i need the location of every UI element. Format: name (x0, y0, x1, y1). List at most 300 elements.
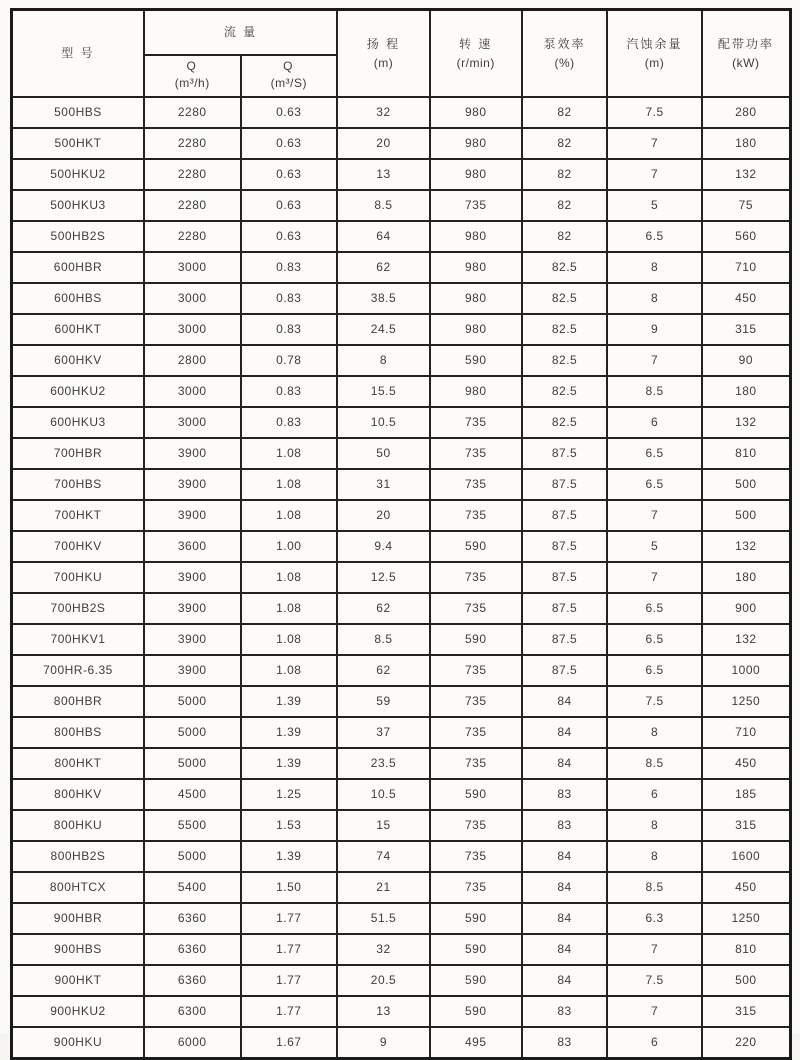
col-header-head-label: 扬 程 (366, 37, 401, 52)
flow-m3s-cell: 1.39 (241, 841, 338, 872)
speed-cell: 495 (430, 1027, 522, 1059)
npsh-cell: 7 (607, 159, 701, 190)
efficiency-cell: 83 (522, 810, 608, 841)
power-cell: 132 (702, 159, 791, 190)
npsh-cell: 8 (607, 252, 701, 283)
model-cell: 700HKV (12, 531, 144, 562)
pump-spec-table (10, 8, 792, 1060)
col-header-efficiency (522, 10, 608, 97)
model-cell: 900HBR (12, 903, 144, 934)
npsh-cell: 8 (607, 283, 701, 314)
npsh-cell: 7.5 (607, 97, 701, 128)
flow-m3s-cell: 1.08 (241, 624, 338, 655)
efficiency-cell: 87.5 (522, 624, 608, 655)
npsh-cell: 6.5 (607, 593, 701, 624)
speed-cell: 735 (430, 748, 522, 779)
head-cell: 24.5 (337, 314, 430, 345)
table-row (12, 686, 791, 717)
speed-cell: 735 (430, 469, 522, 500)
efficiency-cell: 83 (522, 996, 608, 1027)
efficiency-cell: 84 (522, 748, 608, 779)
efficiency-cell: 84 (522, 872, 608, 903)
head-cell: 62 (337, 655, 430, 686)
speed-cell: 735 (430, 655, 522, 686)
head-cell: 59 (337, 686, 430, 717)
table-row (12, 190, 791, 221)
flow-m3h-cell: 5500 (144, 810, 241, 841)
power-cell: 132 (702, 624, 791, 655)
col-header-speed-label: 转 速 (459, 37, 493, 52)
flow-m3h-cell: 3900 (144, 469, 241, 500)
flow-m3h-cell: 5000 (144, 686, 241, 717)
table-row (12, 469, 791, 500)
npsh-cell: 7 (607, 345, 701, 376)
npsh-cell: 7.5 (607, 686, 701, 717)
flow-m3h-cell: 3900 (144, 438, 241, 469)
table-row (12, 1027, 791, 1059)
npsh-cell: 7 (607, 934, 701, 965)
speed-cell: 735 (430, 407, 522, 438)
flow-m3h-cell: 2280 (144, 159, 241, 190)
table-row (12, 500, 791, 531)
table-row (12, 624, 791, 655)
table-row (12, 128, 791, 159)
col-header-flow-group (144, 10, 337, 55)
power-cell: 220 (702, 1027, 791, 1059)
flow-m3s-cell: 0.63 (241, 128, 338, 159)
flow-m3s-cell: 1.39 (241, 748, 338, 779)
head-cell: 12.5 (337, 562, 430, 593)
speed-cell: 980 (430, 97, 522, 128)
power-cell: 185 (702, 779, 791, 810)
flow-m3s-cell: 1.08 (241, 500, 338, 531)
power-cell: 315 (702, 996, 791, 1027)
head-cell: 10.5 (337, 779, 430, 810)
head-cell: 13 (337, 159, 430, 190)
power-cell: 180 (702, 376, 791, 407)
flow-m3s-cell: 0.83 (241, 314, 338, 345)
efficiency-cell: 82 (522, 190, 608, 221)
power-cell: 132 (702, 531, 791, 562)
power-cell: 180 (702, 562, 791, 593)
table-row (12, 438, 791, 469)
speed-cell: 590 (430, 934, 522, 965)
power-cell: 75 (702, 190, 791, 221)
table-header (12, 10, 791, 97)
flow-m3h-cell: 6360 (144, 903, 241, 934)
npsh-cell: 8.5 (607, 748, 701, 779)
speed-cell: 590 (430, 996, 522, 1027)
col-header-head-unit: (m) (373, 56, 394, 71)
flow-m3s-cell: 0.63 (241, 97, 338, 128)
speed-cell: 590 (430, 624, 522, 655)
head-cell: 74 (337, 841, 430, 872)
table-row (12, 376, 791, 407)
speed-cell: 735 (430, 841, 522, 872)
speed-cell: 590 (430, 345, 522, 376)
npsh-cell: 6.5 (607, 438, 701, 469)
flow-m3s-cell: 1.39 (241, 717, 338, 748)
flow-m3h-cell: 6360 (144, 965, 241, 996)
flow-m3s-cell: 1.08 (241, 562, 338, 593)
npsh-cell: 7 (607, 996, 701, 1027)
power-cell: 90 (702, 345, 791, 376)
npsh-cell: 8.5 (607, 376, 701, 407)
head-cell: 64 (337, 221, 430, 252)
table-row (12, 562, 791, 593)
npsh-cell: 8 (607, 717, 701, 748)
table-row (12, 841, 791, 872)
model-cell: 800HKU (12, 810, 144, 841)
col-header-speed (430, 10, 522, 97)
head-cell: 9 (337, 1027, 430, 1059)
npsh-cell: 6 (607, 1027, 701, 1059)
efficiency-cell: 83 (522, 1027, 608, 1059)
efficiency-cell: 82 (522, 159, 608, 190)
model-cell: 600HKV (12, 345, 144, 376)
flow-m3s-cell: 0.78 (241, 345, 338, 376)
efficiency-cell: 84 (522, 903, 608, 934)
subcol-header-flow-m3h (144, 55, 241, 97)
flow-m3h-cell: 5000 (144, 748, 241, 779)
head-cell: 31 (337, 469, 430, 500)
flow-m3h-cell: 3900 (144, 593, 241, 624)
model-cell: 800HBR (12, 686, 144, 717)
table-row (12, 314, 791, 345)
flow-m3h-cell: 6300 (144, 996, 241, 1027)
npsh-cell: 9 (607, 314, 701, 345)
model-cell: 700HB2S (12, 593, 144, 624)
table-row (12, 283, 791, 314)
power-cell: 132 (702, 407, 791, 438)
efficiency-cell: 84 (522, 686, 608, 717)
power-cell: 1000 (702, 655, 791, 686)
flow-m3h-cell: 3900 (144, 562, 241, 593)
efficiency-cell: 84 (522, 717, 608, 748)
flow-m3h-cell: 3600 (144, 531, 241, 562)
flow-m3s-cell: 1.77 (241, 996, 338, 1027)
model-cell: 600HKT (12, 314, 144, 345)
power-cell: 560 (702, 221, 791, 252)
table-row (12, 252, 791, 283)
subcol-header-flow-m3h-label: Q (186, 58, 198, 73)
npsh-cell: 6.5 (607, 624, 701, 655)
model-cell: 500HKU2 (12, 159, 144, 190)
table-row (12, 593, 791, 624)
flow-m3s-cell: 1.08 (241, 593, 338, 624)
model-cell: 800HTCX (12, 872, 144, 903)
flow-m3h-cell: 5400 (144, 872, 241, 903)
head-cell: 20 (337, 128, 430, 159)
model-cell: 800HKT (12, 748, 144, 779)
model-cell: 700HBS (12, 469, 144, 500)
npsh-cell: 7 (607, 562, 701, 593)
col-header-npsh (607, 10, 701, 97)
efficiency-cell: 87.5 (522, 655, 608, 686)
power-cell: 315 (702, 810, 791, 841)
npsh-cell: 8 (607, 841, 701, 872)
table-row (12, 717, 791, 748)
table-row (12, 221, 791, 252)
npsh-cell: 8 (607, 810, 701, 841)
flow-m3h-cell: 3000 (144, 376, 241, 407)
speed-cell: 980 (430, 128, 522, 159)
flow-m3s-cell: 0.63 (241, 159, 338, 190)
head-cell: 62 (337, 252, 430, 283)
flow-m3h-cell: 4500 (144, 779, 241, 810)
model-cell: 700HR-6.35 (12, 655, 144, 686)
flow-m3h-cell: 3000 (144, 283, 241, 314)
efficiency-cell: 87.5 (522, 469, 608, 500)
model-cell: 900HKT (12, 965, 144, 996)
head-cell: 21 (337, 872, 430, 903)
head-cell: 23.5 (337, 748, 430, 779)
head-cell: 9.4 (337, 531, 430, 562)
head-cell: 20 (337, 500, 430, 531)
power-cell: 500 (702, 469, 791, 500)
head-cell: 8 (337, 345, 430, 376)
power-cell: 710 (702, 252, 791, 283)
flow-m3s-cell: 1.53 (241, 810, 338, 841)
efficiency-cell: 84 (522, 965, 608, 996)
model-cell: 500HKT (12, 128, 144, 159)
head-cell: 50 (337, 438, 430, 469)
power-cell: 1600 (702, 841, 791, 872)
efficiency-cell: 82 (522, 97, 608, 128)
flow-m3h-cell: 2280 (144, 97, 241, 128)
table-row (12, 97, 791, 128)
speed-cell: 735 (430, 686, 522, 717)
flow-m3h-cell: 5000 (144, 841, 241, 872)
table-row (12, 655, 791, 686)
model-cell: 600HKU3 (12, 407, 144, 438)
efficiency-cell: 87.5 (522, 531, 608, 562)
flow-m3s-cell: 1.39 (241, 686, 338, 717)
head-cell: 10.5 (337, 407, 430, 438)
table-row (12, 779, 791, 810)
power-cell: 1250 (702, 903, 791, 934)
flow-m3h-cell: 5000 (144, 717, 241, 748)
efficiency-cell: 82.5 (522, 407, 608, 438)
table-row (12, 159, 791, 190)
table-row (12, 345, 791, 376)
power-cell: 450 (702, 872, 791, 903)
efficiency-cell: 82.5 (522, 252, 608, 283)
efficiency-cell: 82.5 (522, 345, 608, 376)
flow-m3s-cell: 1.25 (241, 779, 338, 810)
flow-m3h-cell: 3000 (144, 252, 241, 283)
subcol-header-flow-m3s (241, 55, 338, 97)
head-cell: 8.5 (337, 190, 430, 221)
subcol-header-flow-m3h-unit: (m³/h) (174, 76, 210, 91)
power-cell: 450 (702, 748, 791, 779)
model-cell: 700HKU (12, 562, 144, 593)
col-header-efficiency-label: 泵效率 (543, 37, 586, 52)
subcol-header-flow-m3s-label: Q (283, 58, 295, 73)
npsh-cell: 7 (607, 128, 701, 159)
npsh-cell: 7.5 (607, 965, 701, 996)
head-cell: 13 (337, 996, 430, 1027)
model-cell: 700HKV1 (12, 624, 144, 655)
power-cell: 500 (702, 500, 791, 531)
efficiency-cell: 84 (522, 841, 608, 872)
flow-m3s-cell: 1.77 (241, 965, 338, 996)
head-cell: 32 (337, 934, 430, 965)
flow-m3s-cell: 1.77 (241, 903, 338, 934)
model-cell: 700HKT (12, 500, 144, 531)
model-cell: 800HB2S (12, 841, 144, 872)
efficiency-cell: 87.5 (522, 562, 608, 593)
speed-cell: 735 (430, 810, 522, 841)
npsh-cell: 5 (607, 190, 701, 221)
head-cell: 38.5 (337, 283, 430, 314)
head-cell: 15.5 (337, 376, 430, 407)
model-cell: 900HKU2 (12, 996, 144, 1027)
head-cell: 51.5 (337, 903, 430, 934)
power-cell: 280 (702, 97, 791, 128)
efficiency-cell: 84 (522, 934, 608, 965)
speed-cell: 735 (430, 500, 522, 531)
col-header-npsh-label: 汽蚀余量 (626, 37, 683, 52)
table-row (12, 872, 791, 903)
flow-m3h-cell: 2280 (144, 221, 241, 252)
col-header-model-label: 型 号 (61, 46, 95, 61)
speed-cell: 590 (430, 531, 522, 562)
power-cell: 710 (702, 717, 791, 748)
col-header-power-unit: (kW) (732, 56, 760, 71)
model-cell: 900HBS (12, 934, 144, 965)
npsh-cell: 5 (607, 531, 701, 562)
subcol-header-flow-m3s-unit: (m³/S) (270, 76, 307, 91)
npsh-cell: 6.5 (607, 221, 701, 252)
speed-cell: 590 (430, 779, 522, 810)
flow-m3s-cell: 1.00 (241, 531, 338, 562)
npsh-cell: 8.5 (607, 872, 701, 903)
model-cell: 600HBR (12, 252, 144, 283)
speed-cell: 980 (430, 159, 522, 190)
model-cell: 800HKV (12, 779, 144, 810)
power-cell: 450 (702, 283, 791, 314)
model-cell: 700HBR (12, 438, 144, 469)
flow-m3h-cell: 2280 (144, 128, 241, 159)
flow-m3s-cell: 1.67 (241, 1027, 338, 1059)
speed-cell: 980 (430, 283, 522, 314)
table-row (12, 810, 791, 841)
flow-m3h-cell: 3900 (144, 655, 241, 686)
flow-m3s-cell: 1.50 (241, 872, 338, 903)
flow-m3h-cell: 2800 (144, 345, 241, 376)
speed-cell: 980 (430, 221, 522, 252)
flow-m3s-cell: 0.63 (241, 190, 338, 221)
efficiency-cell: 87.5 (522, 593, 608, 624)
efficiency-cell: 87.5 (522, 500, 608, 531)
head-cell: 62 (337, 593, 430, 624)
head-cell: 32 (337, 97, 430, 128)
speed-cell: 735 (430, 190, 522, 221)
flow-m3s-cell: 1.08 (241, 438, 338, 469)
npsh-cell: 7 (607, 500, 701, 531)
speed-cell: 590 (430, 903, 522, 934)
model-cell: 900HKU (12, 1027, 144, 1059)
col-header-power-label: 配带功率 (717, 37, 774, 52)
flow-m3h-cell: 3000 (144, 407, 241, 438)
head-cell: 15 (337, 810, 430, 841)
model-cell: 600HBS (12, 283, 144, 314)
power-cell: 180 (702, 128, 791, 159)
model-cell: 800HBS (12, 717, 144, 748)
speed-cell: 735 (430, 872, 522, 903)
flow-m3s-cell: 0.83 (241, 283, 338, 314)
speed-cell: 735 (430, 717, 522, 748)
power-cell: 810 (702, 438, 791, 469)
speed-cell: 980 (430, 314, 522, 345)
efficiency-cell: 82 (522, 128, 608, 159)
efficiency-cell: 82.5 (522, 314, 608, 345)
speed-cell: 980 (430, 376, 522, 407)
table-body (12, 97, 791, 1059)
power-cell: 1250 (702, 686, 791, 717)
table-row (12, 996, 791, 1027)
npsh-cell: 6.5 (607, 469, 701, 500)
flow-m3s-cell: 0.83 (241, 407, 338, 438)
speed-cell: 735 (430, 438, 522, 469)
efficiency-cell: 82.5 (522, 376, 608, 407)
model-cell: 600HKU2 (12, 376, 144, 407)
table-row (12, 903, 791, 934)
col-header-power (702, 10, 791, 97)
col-header-npsh-unit: (m) (644, 56, 665, 71)
head-cell: 37 (337, 717, 430, 748)
table-row (12, 965, 791, 996)
efficiency-cell: 83 (522, 779, 608, 810)
model-cell: 500HBS (12, 97, 144, 128)
power-cell: 315 (702, 314, 791, 345)
speed-cell: 590 (430, 965, 522, 996)
flow-m3s-cell: 0.63 (241, 221, 338, 252)
efficiency-cell: 87.5 (522, 438, 608, 469)
speed-cell: 980 (430, 252, 522, 283)
npsh-cell: 6.3 (607, 903, 701, 934)
flow-m3h-cell: 3900 (144, 500, 241, 531)
power-cell: 900 (702, 593, 791, 624)
efficiency-cell: 82 (522, 221, 608, 252)
flow-m3h-cell: 3900 (144, 624, 241, 655)
power-cell: 500 (702, 965, 791, 996)
flow-m3h-cell: 6360 (144, 934, 241, 965)
flow-m3s-cell: 0.83 (241, 252, 338, 283)
flow-m3h-cell: 2280 (144, 190, 241, 221)
table-row (12, 407, 791, 438)
efficiency-cell: 82.5 (522, 283, 608, 314)
npsh-cell: 6.5 (607, 655, 701, 686)
col-header-efficiency-unit: (%) (554, 56, 575, 71)
col-header-flow-group-label: 流 量 (223, 25, 258, 40)
col-header-head (337, 10, 430, 97)
col-header-speed-unit: (r/min) (456, 56, 495, 71)
model-cell: 500HKU3 (12, 190, 144, 221)
speed-cell: 735 (430, 562, 522, 593)
flow-m3s-cell: 1.77 (241, 934, 338, 965)
power-cell: 810 (702, 934, 791, 965)
flow-m3s-cell: 1.08 (241, 469, 338, 500)
flow-m3s-cell: 0.83 (241, 376, 338, 407)
speed-cell: 735 (430, 593, 522, 624)
flow-m3h-cell: 6000 (144, 1027, 241, 1059)
table-row (12, 531, 791, 562)
head-cell: 8.5 (337, 624, 430, 655)
table-row (12, 748, 791, 779)
col-header-model (12, 10, 144, 97)
